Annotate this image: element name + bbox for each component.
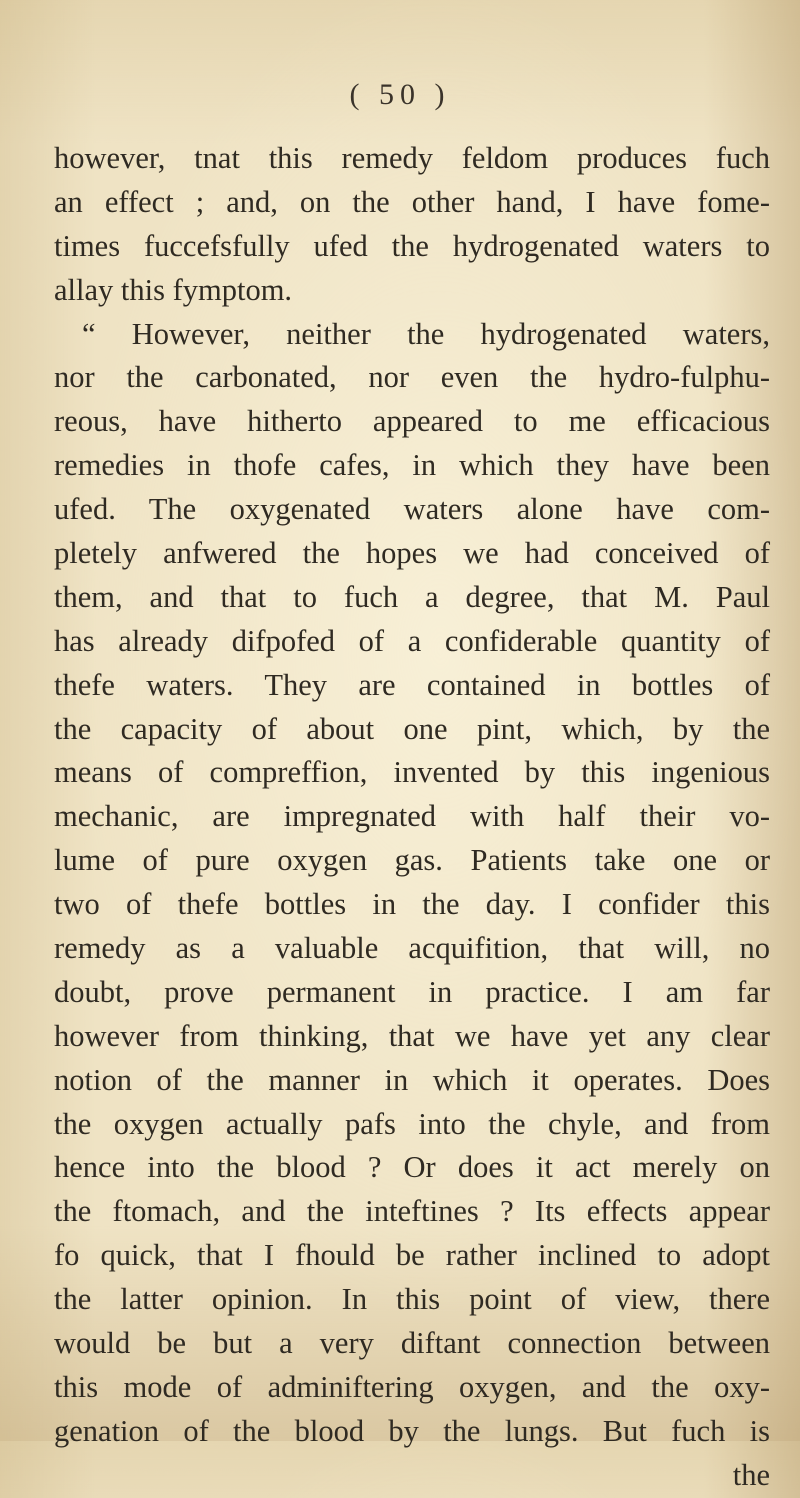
text-line: nor the carbonated, nor even the hydro-fulphu- bbox=[54, 360, 770, 395]
text-line: this mode of adminiftering oxygen, and the oxy- bbox=[54, 1369, 770, 1404]
text-line: the capacity of about one pint, which, by the bbox=[54, 711, 770, 746]
text-line: times fuccefsfully ufed the hydrogenated waters to bbox=[54, 228, 770, 263]
text-line: has already difpofed of a confiderable quantity of bbox=[54, 623, 770, 658]
text-line: genation of the blood by the lungs. But fuch is bbox=[54, 1413, 770, 1448]
text-line: ufed. The oxygenated waters alone have com- bbox=[54, 492, 770, 527]
text-line: doubt, prove permanent in practice. I am far bbox=[54, 974, 770, 1009]
text-line: remedies in thofe cafes, in which they have been bbox=[54, 448, 770, 483]
text-line: the oxygen actually pafs into the chyle, and from bbox=[54, 1106, 770, 1141]
text-line: reous, have hitherto appeared to me efficacious bbox=[54, 404, 770, 439]
text-line: an effect ; and, on the other hand, I have fome- bbox=[54, 184, 770, 219]
text-line: hence into the blood ? Or does it act merely on bbox=[54, 1150, 770, 1185]
text-line: two of thefe bottles in the day. I confider this bbox=[54, 887, 770, 922]
text-line: the latter opinion. In this point of view, there bbox=[54, 1282, 770, 1317]
text-line: the ftomach, and the inteftines ? Its effects appear bbox=[54, 1194, 770, 1229]
text-line: thefe waters. They are contained in bottles of bbox=[54, 667, 770, 702]
text-line: mechanic, are impregnated with half their vo- bbox=[54, 799, 770, 834]
body-text bbox=[54, 137, 770, 1498]
text-line: however from thinking, that we have yet any clear bbox=[54, 1018, 770, 1053]
text-line: however, tnat this remedy feldom produces fuch bbox=[54, 141, 770, 175]
text-line: them, and that to fuch a degree, that M. Paul bbox=[54, 579, 770, 614]
catchword: the bbox=[732, 1457, 770, 1492]
text-line: lume of pure oxygen gas. Patients take one or bbox=[54, 843, 770, 878]
text-line: “ However, neither the hydrogenated waters, bbox=[82, 316, 770, 351]
text-line: means of compreffion, invented by this ingenious bbox=[54, 755, 770, 790]
text-line: notion of the manner in which it operates. Does bbox=[54, 1062, 770, 1097]
text-line: would be but a very diftant connection between bbox=[54, 1326, 770, 1361]
text-line: fo quick, that I fhould be rather inclined to adopt bbox=[54, 1238, 770, 1273]
text-line: pletely anfwered the hopes we had conceived of bbox=[54, 536, 770, 571]
page-number-header: ( 50 ) bbox=[349, 78, 451, 111]
text-line: allay this fymptom. bbox=[54, 272, 293, 307]
text-line: remedy as a valuable acquifition, that will, no bbox=[54, 931, 770, 966]
